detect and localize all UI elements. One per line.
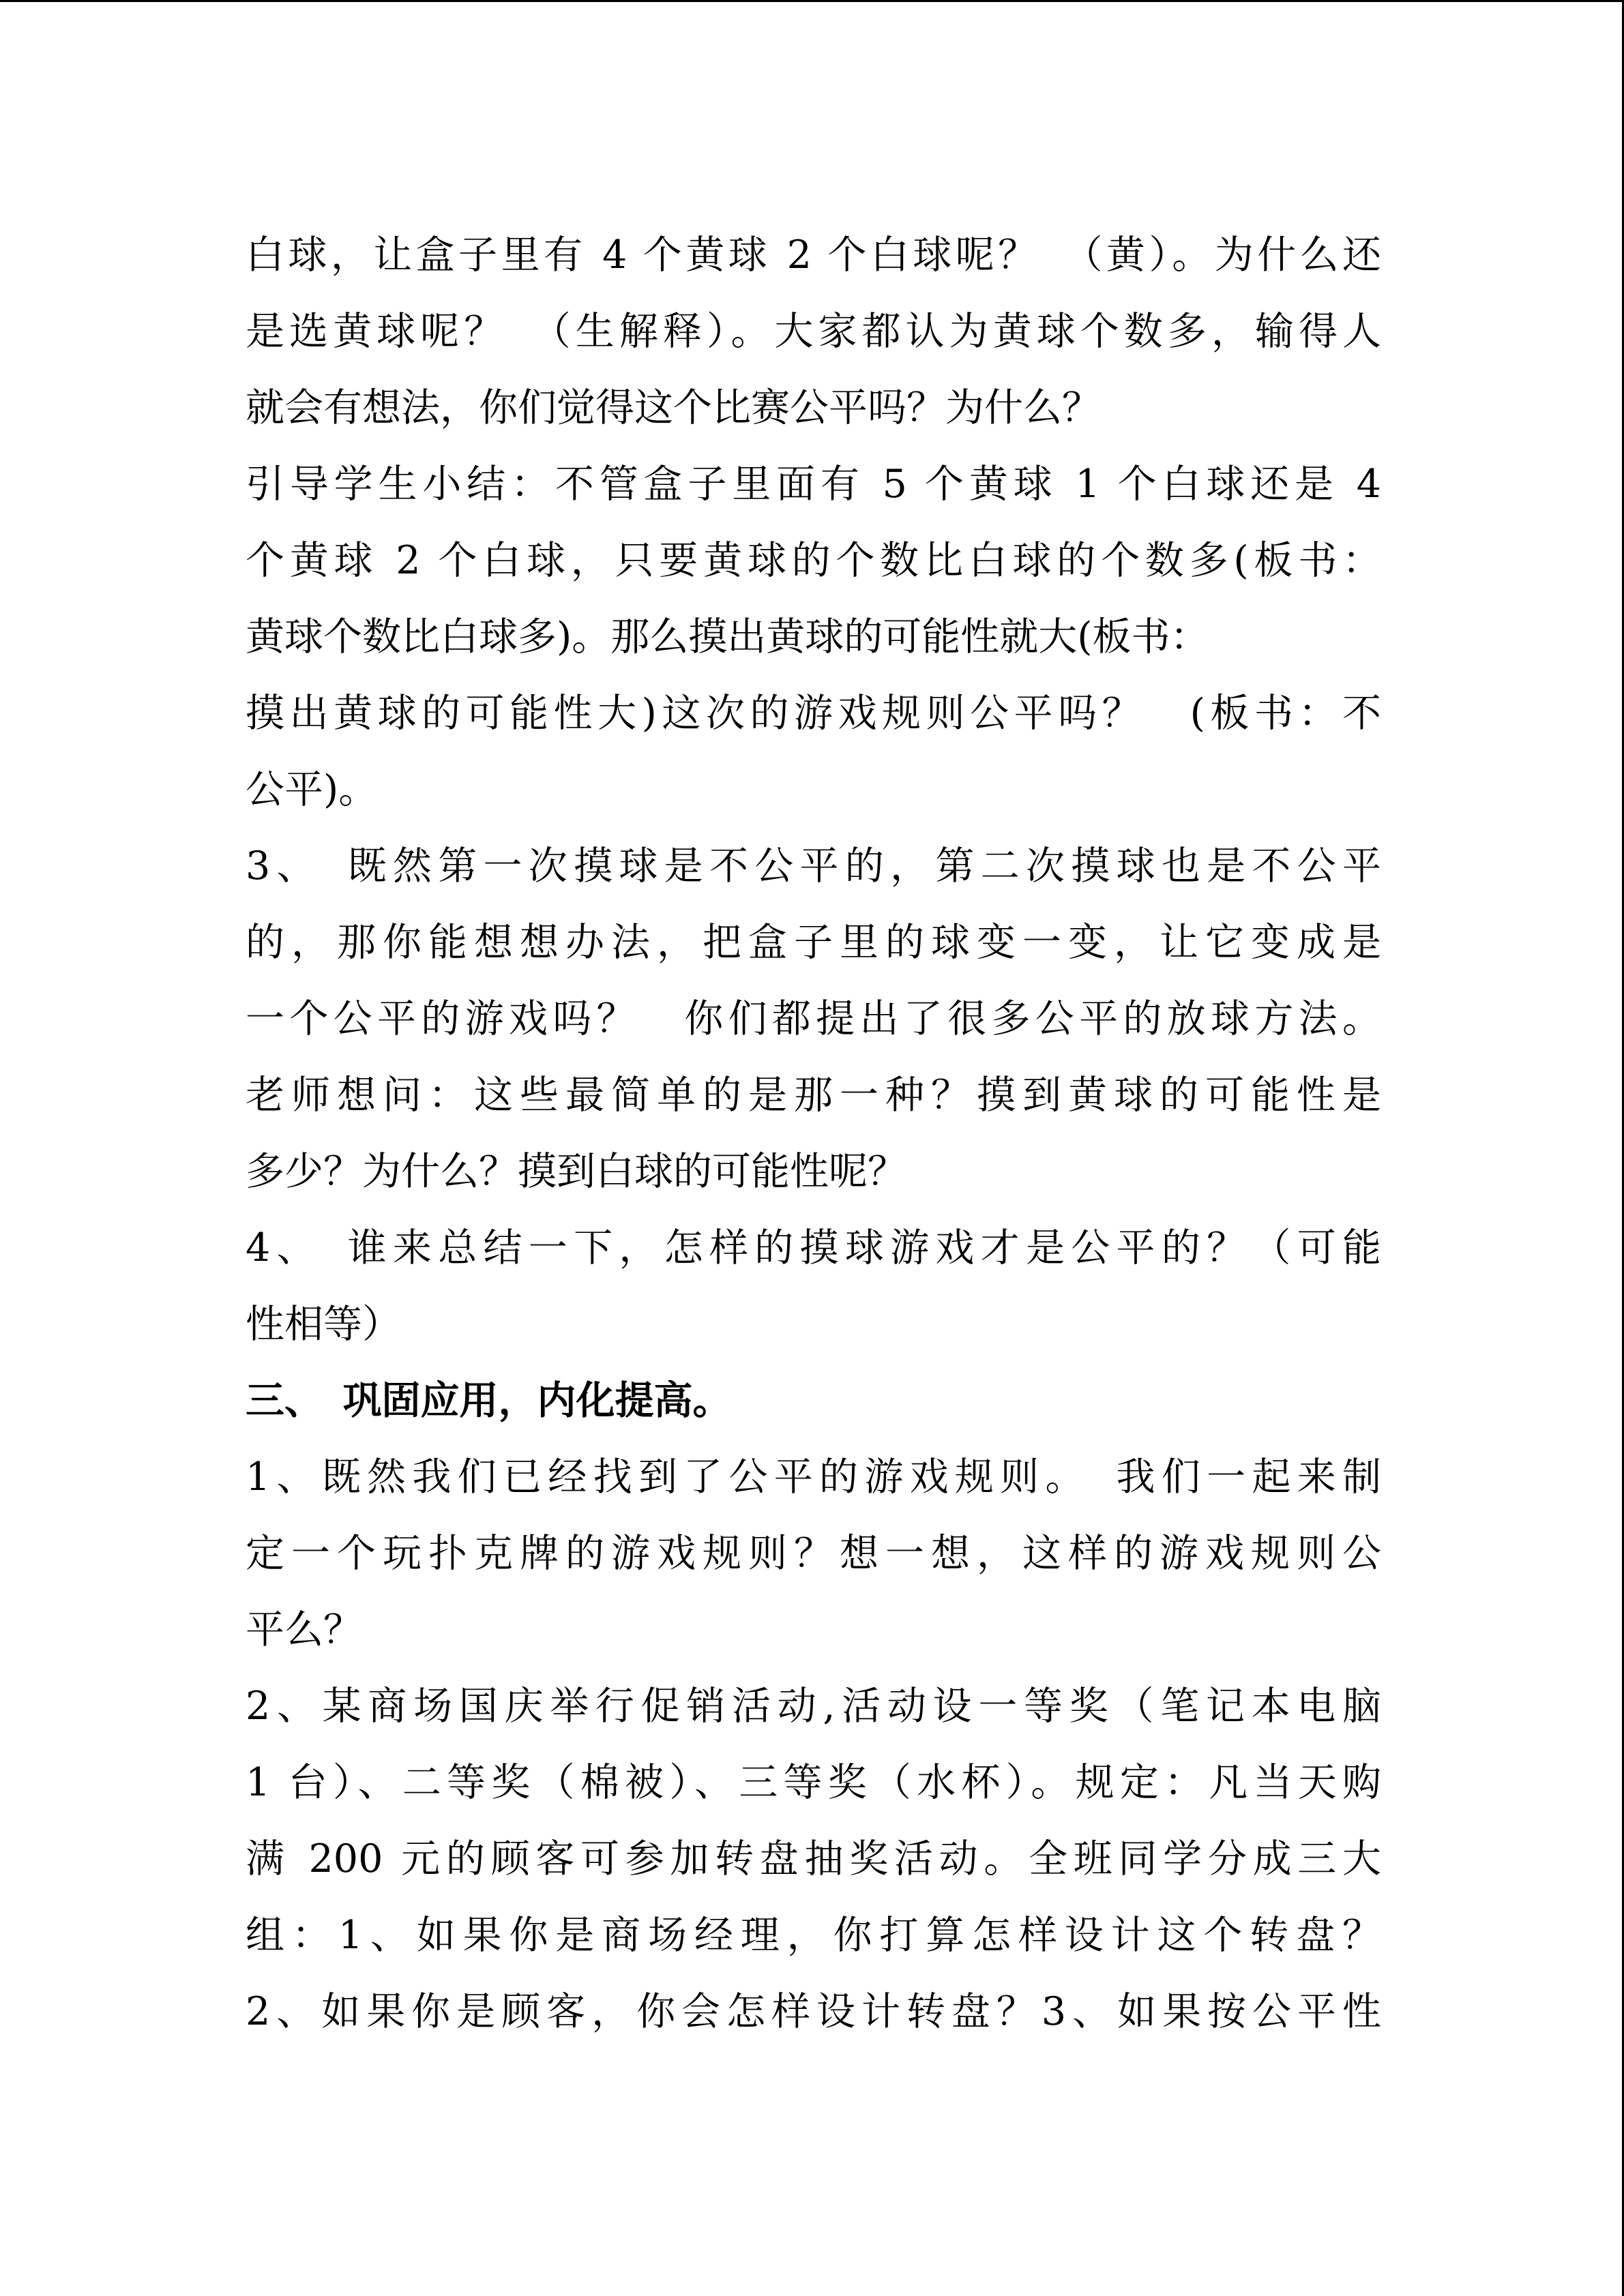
paragraph-line: 个黄球 2 个白球，只要黄球的个数比白球的个数多(板书： xyxy=(246,538,1381,583)
paragraph-line: 1、既然我们已经找到了公平的游戏规则。 我们一起来制 xyxy=(246,1455,1381,1500)
paragraph-line: 白球，让盒子里有 4 个黄球 2 个白球呢？ （黄）。为什么还 xyxy=(246,233,1381,278)
paragraph-line: 组：1、如果你是商场经理，你打算怎样设计这个转盘？ xyxy=(246,1913,1381,1958)
paragraph-line: 性相等） xyxy=(246,1302,401,1347)
paragraph-line: 公平)。 xyxy=(246,767,378,812)
paragraph-line: 摸出黄球的可能性大)这次的游戏规则公平吗？ (板书：不 xyxy=(246,691,1381,736)
document-body xyxy=(246,217,1381,2050)
paragraph-line: 1 台）、二等奖（棉被）、三等奖（水杯）。规定：凡当天购 xyxy=(246,1760,1381,1805)
paragraph-line: 多少？为什么？摸到白球的可能性呢？ xyxy=(246,1149,906,1194)
paragraph-line: 2、某商场国庆举行促销活动,活动设一等奖（笔记本电脑 xyxy=(246,1684,1381,1729)
section-heading: 三、 巩固应用，内化提高。 xyxy=(246,1378,732,1423)
paragraph-line: 黄球个数比白球多)。那么摸出黄球的可能性就大(板书： xyxy=(246,614,1209,659)
top-border-line xyxy=(0,0,1624,2)
paragraph-line: 是选黄球呢？ （生解释）。大家都认为黄球个数多，输得人 xyxy=(246,309,1381,354)
paragraph-line: 4、 谁来总结一下，怎样的摸球游戏才是公平的？（可能 xyxy=(246,1225,1381,1270)
paragraph-line: 一个公平的游戏吗？ 你们都提出了很多公平的放球方法。 xyxy=(246,996,1381,1041)
paragraph-line: 平么？ xyxy=(246,1607,362,1652)
paragraph-line: 2、如果你是顾客，你会怎样设计转盘？3、如果按公平性 xyxy=(246,1989,1381,2034)
paragraph-line: 的，那你能想想办法，把盒子里的球变一变，让它变成是 xyxy=(246,920,1381,965)
paragraph-line: 3、 既然第一次摸球是不公平的，第二次摸球也是不公平 xyxy=(246,844,1381,889)
paragraph-line: 就会有想法，你们觉得这个比赛公平吗？为什么？ xyxy=(246,385,1101,430)
paragraph-line: 定一个玩扑克牌的游戏规则？想一想，这样的游戏规则公 xyxy=(246,1531,1381,1576)
paragraph-line: 引导学生小结：不管盒子里面有 5 个黄球 1 个白球还是 4 xyxy=(246,462,1381,507)
paragraph-line: 老师想问：这些最简单的是那一种？摸到黄球的可能性是 xyxy=(246,1073,1381,1118)
paragraph-line: 满 200 元的顾客可参加转盘抽奖活动。全班同学分成三大 xyxy=(246,1836,1381,1881)
